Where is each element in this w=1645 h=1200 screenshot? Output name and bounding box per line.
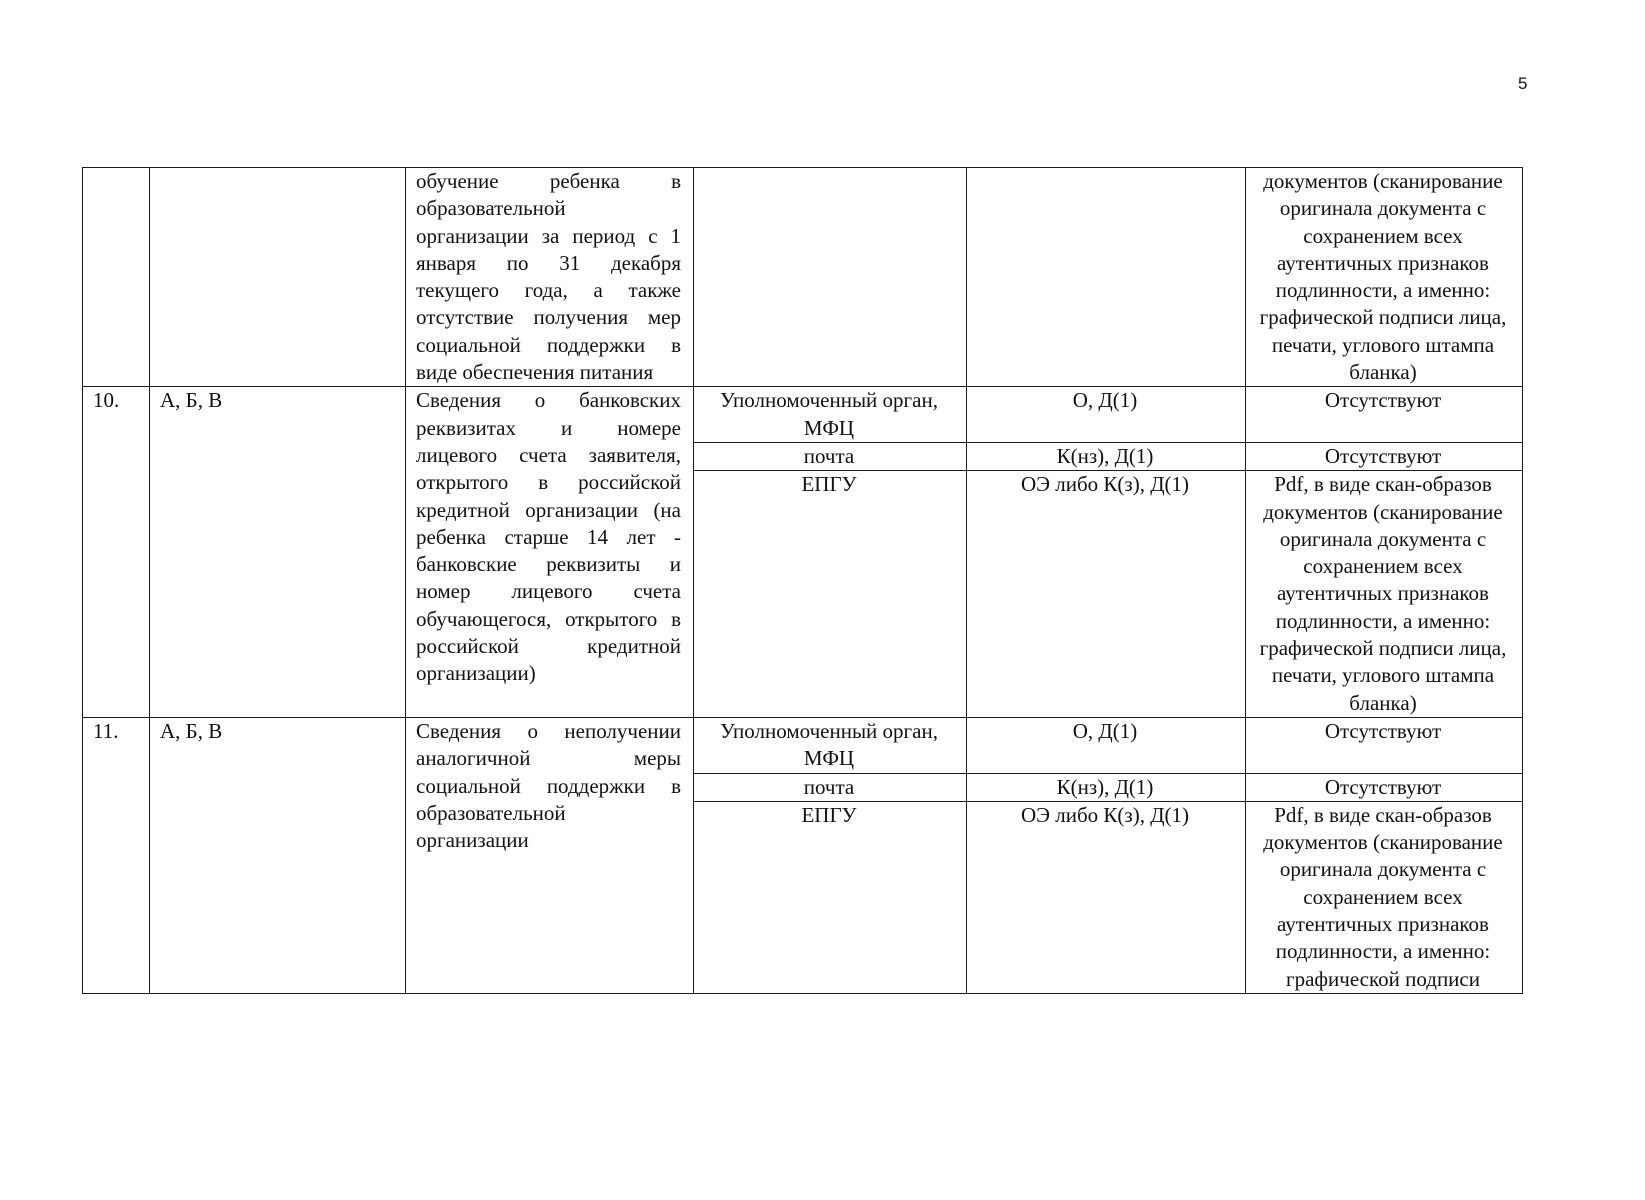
number-cell [83, 168, 150, 387]
channel-cell: ЕПГУ [694, 801, 967, 993]
channel-cell [694, 168, 967, 387]
table-row-continuation [83, 168, 1523, 387]
form-cell: ОЭ либо К(з), Д(1) [967, 801, 1246, 993]
description-cell: Сведения о неполучении аналогичной меры социальной поддержки в образовательной организации [406, 717, 694, 993]
page-number: 5 [1518, 74, 1528, 93]
description-cell: Сведения о банковских реквизитах и номере лицевого счета заявителя, открытого в российской кредитной организации (на ребенка старше 14 лет - банковские реквизиты и номер лицевого счета обучающегося, открытого в российской кредитной организации) [406, 387, 694, 718]
form-cell [967, 168, 1246, 387]
requirements-cell: Pdf, в виде скан-образов документов (сканирование оригинала документа с сохранением всех аутентичных признаков подлинности, а именно: графической подписи лица, печати, углового штампа бланка) [1246, 471, 1523, 718]
requirements-cell: Отсутствуют [1246, 717, 1523, 773]
row-number: 11. [83, 717, 150, 993]
documents-table [82, 167, 1523, 994]
row-number: 10. [83, 387, 150, 718]
description-cell: обучение ребенка в образовательной организации за период с 1 января по 31 декабря текущего года, а также отсутствие получения мер социальной поддержки в виде обеспечения питания [406, 168, 694, 387]
categories-cell: А, Б, В [150, 387, 406, 718]
table-row-10 [83, 387, 1523, 443]
form-cell: О, Д(1) [967, 717, 1246, 773]
channel-cell: Уполномоченный орган, МФЦ [694, 387, 967, 443]
requirements-cell: Отсутствуют [1246, 442, 1523, 470]
requirements-cell: Отсутствуют [1246, 387, 1523, 443]
form-cell: О, Д(1) [967, 387, 1246, 443]
requirements-cell: Pdf, в виде скан-образов документов (сканирование оригинала документа с сохранением всех аутентичных признаков подлинности, а именно: графической подписи [1246, 801, 1523, 993]
form-cell: К(нз), Д(1) [967, 773, 1246, 801]
table-row-11 [83, 717, 1523, 773]
channel-cell: почта [694, 442, 967, 470]
categories-cell: А, Б, В [150, 717, 406, 993]
channel-cell: Уполномоченный орган, МФЦ [694, 717, 967, 773]
channel-cell: почта [694, 773, 967, 801]
requirements-cell: Отсутствуют [1246, 773, 1523, 801]
form-cell: К(нз), Д(1) [967, 442, 1246, 470]
channel-cell: ЕПГУ [694, 471, 967, 718]
categories-cell [150, 168, 406, 387]
requirements-cell: документов (сканирование оригинала документа с сохранением всех аутентичных признаков подлинности, а именно: графической подписи лица, печати, углового штампа бланка) [1246, 168, 1523, 387]
form-cell: ОЭ либо К(з), Д(1) [967, 471, 1246, 718]
